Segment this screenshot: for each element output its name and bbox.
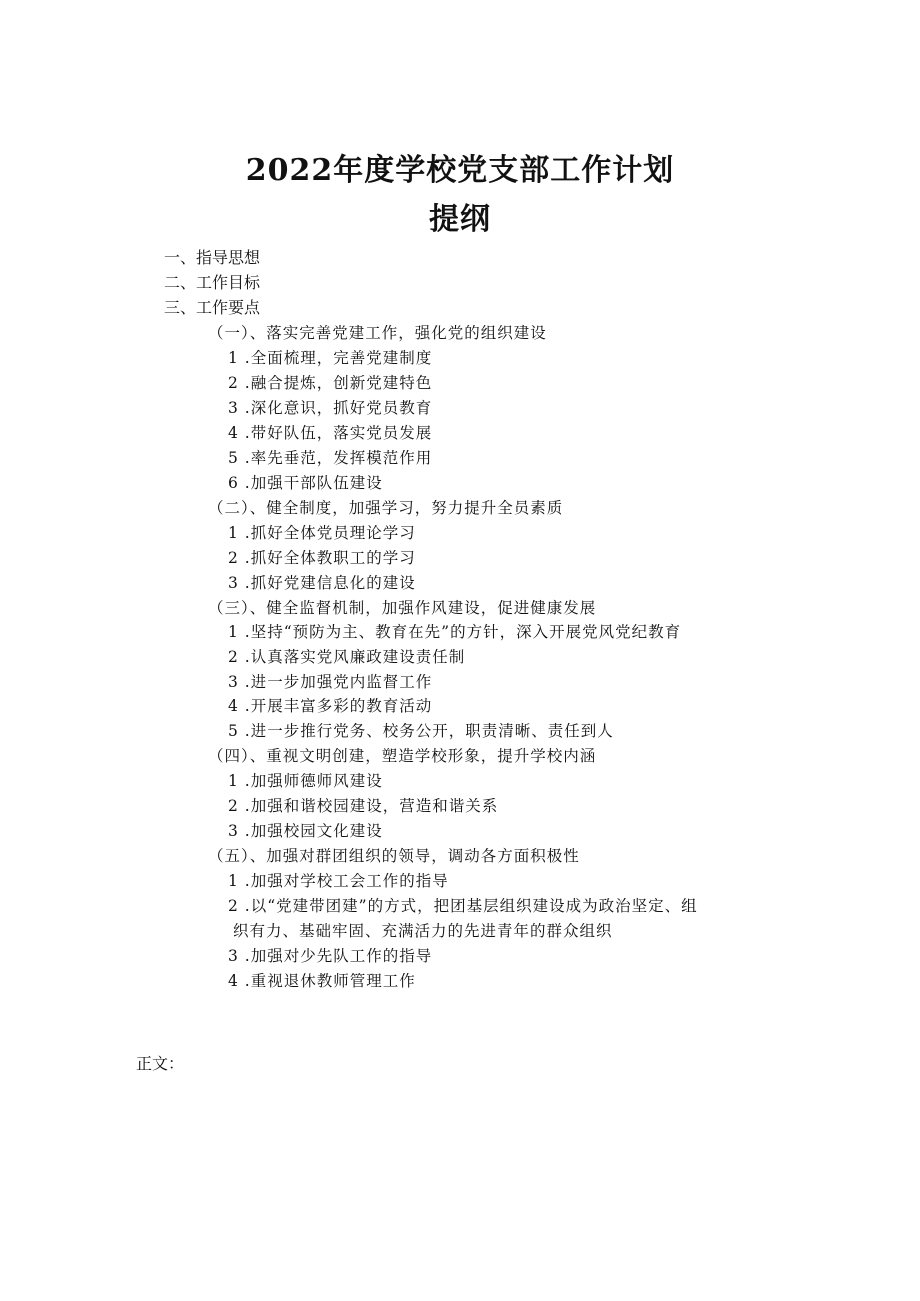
- outline-item: 3 .抓好党建信息化的建设: [228, 574, 416, 592]
- outline-item: 3 .加强对少先队工作的指导: [228, 947, 433, 965]
- outline-item: 3 .加强校园文化建设: [228, 822, 383, 840]
- document-subtitle: 提纲: [429, 202, 491, 237]
- outline-item: 2 .认真落实党风廉政建设责任制: [228, 648, 466, 666]
- outline-item: 3 .进一步加强党内监督工作: [228, 673, 433, 691]
- outline-item: 2 .以“党建带团建”的方式，把团基层组织建设成为政治坚定、组: [228, 897, 698, 915]
- outline-item: 4 .带好队伍，落实党员发展: [228, 424, 433, 442]
- outline-item: 6 .加强干部队伍建设: [228, 474, 383, 492]
- outline-item: 4 .开展丰富多彩的教育活动: [228, 697, 433, 715]
- outline-item: 5 .进一步推行党务、校务公开，职责清晰、责任到人: [228, 722, 614, 740]
- outline-item: 1 .抓好全体党员理论学习: [228, 524, 416, 542]
- outline-subsection: （三）、健全监督机制，加强作风建设，促进健康发展: [208, 599, 597, 617]
- outline-item-continuation: 织有力、基础牢固、充满活力的先进青年的群众组织: [233, 922, 613, 940]
- section-heading: 一、指导思想: [164, 248, 261, 267]
- outline-item: 2 .抓好全体教职工的学习: [228, 549, 416, 567]
- outline-subsection: （四）、重视文明创建，塑造学校形象，提升学校内涵: [208, 747, 597, 765]
- body-label: 正文：: [136, 1054, 185, 1073]
- section-heading: 二、工作目标: [164, 273, 261, 292]
- title-year: 2022: [245, 153, 334, 188]
- title-text: 年度学校党支部工作计划: [333, 153, 675, 188]
- outline-item: 2 .融合提炼，创新党建特色: [228, 374, 433, 392]
- outline-subsection: （二）、健全制度，加强学习，努力提升全员素质: [208, 499, 564, 517]
- outline-item: 1 .加强对学校工会工作的指导: [228, 872, 449, 890]
- outline-subsection: （一）、落实完善党建工作，强化党的组织建设: [208, 324, 547, 342]
- outline-subsection: （五）、加强对群团组织的领导，调动各方面积极性: [208, 847, 580, 865]
- outline-item: 1 .全面梳理，完善党建制度: [228, 349, 433, 367]
- outline-item: 1 .加强师德师风建设: [228, 772, 383, 790]
- outline-item: 1 .坚持“预防为主、教育在先”的方针，深入开展党风党纪教育: [228, 623, 682, 641]
- document-title: [0, 151, 920, 191]
- outline-item: 5 .率先垂范，发挥模范作用: [228, 449, 433, 467]
- outline-item: 2 .加强和谐校园建设，营造和谐关系: [228, 797, 499, 815]
- section-heading: 三、工作要点: [164, 298, 261, 317]
- outline-item: 3 .深化意识，抓好党员教育: [228, 399, 433, 417]
- outline-item: 4 .重视退休教师管理工作: [228, 972, 416, 990]
